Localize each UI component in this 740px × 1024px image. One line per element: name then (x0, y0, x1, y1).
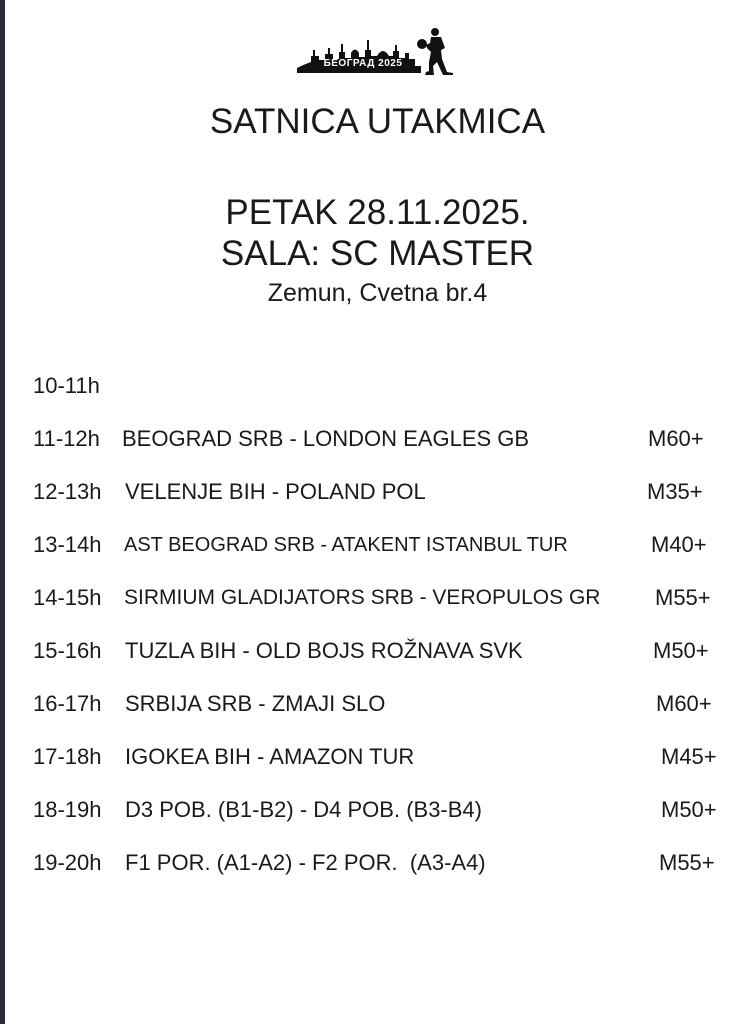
age-category: M55+ (659, 850, 715, 875)
match-teams: IGOKEA BIH - AMAZON TUR (125, 744, 415, 769)
time-slot: 14-15h (33, 585, 102, 610)
age-category: M50+ (653, 638, 709, 663)
time-slot: 18-19h (33, 797, 102, 822)
schedule-row (0, 636, 740, 689)
age-category: M60+ (656, 691, 712, 716)
age-category: M55+ (655, 585, 711, 610)
time-slot: 17-18h (33, 744, 102, 769)
time-slot: 15-16h (33, 638, 102, 663)
match-schedule (0, 371, 740, 901)
age-category: M60+ (648, 426, 704, 451)
age-category: M40+ (651, 532, 707, 557)
time-slot: 12-13h (33, 479, 102, 504)
match-teams: AST BEOGRAD SRB - ATAKENT ISTANBUL TUR (124, 534, 568, 556)
time-slot: 13-14h (33, 532, 102, 557)
schedule-row (0, 742, 740, 795)
event-logo (295, 26, 460, 76)
logo-text: БЕОГРАД 2025 (323, 58, 403, 69)
schedule-row (0, 848, 740, 901)
schedule-day: PETAK 28.11.2025. (225, 193, 530, 232)
schedule-row (0, 371, 740, 424)
match-teams: TUZLA BIH - OLD BOJS ROŽNAVA SVK (125, 638, 523, 663)
schedule-row (0, 795, 740, 848)
schedule-row (0, 477, 740, 530)
time-slot: 19-20h (33, 850, 102, 875)
time-slot: 16-17h (33, 691, 102, 716)
age-category: M35+ (647, 479, 703, 504)
schedule-row (0, 424, 740, 477)
match-teams: VELENJE BIH - POLAND POL (125, 479, 426, 504)
match-teams: BEOGRAD SRB - LONDON EAGLES GB (122, 426, 530, 451)
venue-hall: SALA: SC MASTER (220, 234, 535, 273)
schedule-row (0, 583, 740, 636)
schedule-row (0, 689, 740, 742)
match-teams: F1 POR. (A1-A2) - F2 POR. (A3-A4) (125, 850, 486, 875)
match-teams: SIRMIUM GLADIJATORS SRB - VEROPULOS GR (124, 586, 601, 609)
time-slot: 10-11h (33, 373, 100, 398)
match-teams: SRBIJA SRB - ZMAJI SLO (125, 691, 386, 716)
age-category: M45+ (661, 744, 717, 769)
age-category: M50+ (661, 797, 717, 822)
page-title: SATNICA UTAKMICA (209, 102, 546, 141)
time-slot: 11-12h (33, 426, 100, 451)
venue-address: Zemun, Cvetna br.4 (267, 279, 488, 307)
schedule-row (0, 530, 740, 583)
match-teams: D3 POB. (B1-B2) - D4 POB. (B3-B4) (125, 797, 482, 822)
